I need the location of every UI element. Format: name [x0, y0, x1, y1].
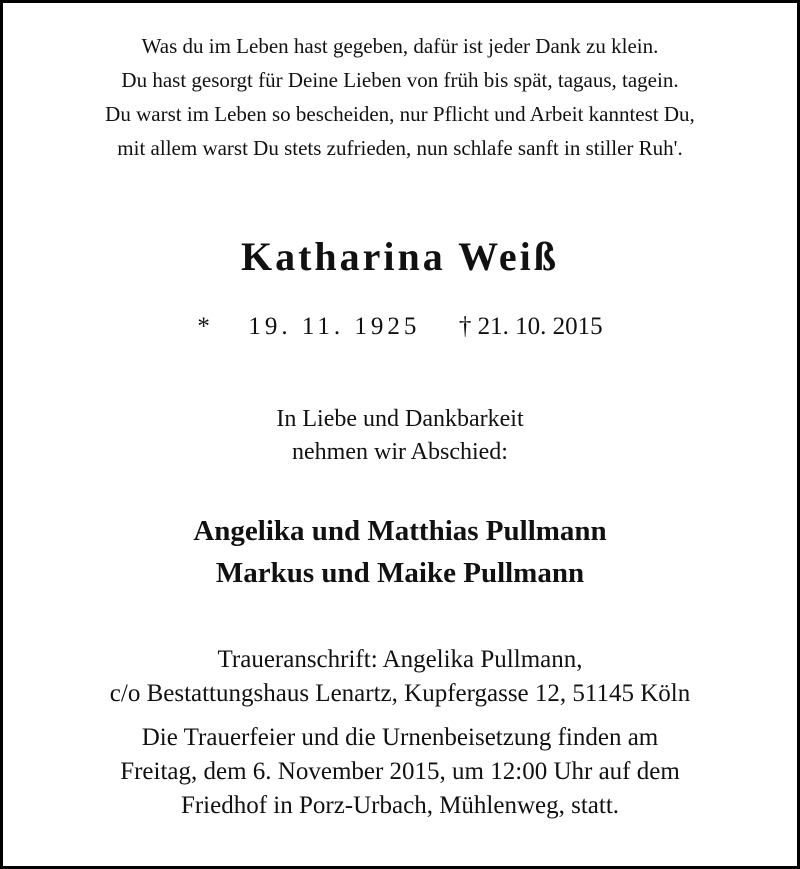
birth-symbol: *	[197, 313, 210, 340]
death-date: 21. 10. 2015	[477, 313, 603, 340]
deceased-name: Katharina Weiß	[241, 234, 559, 279]
mourner-line-1: Angelika und Matthias Pullmann	[193, 515, 607, 547]
birth-date: 19. 11. 1925	[248, 313, 421, 340]
death-symbol: †	[458, 313, 472, 340]
ceremony-line-2: Freitag, dem 6. November 2015, um 12:00 Uhr auf dem	[120, 758, 680, 785]
life-dates	[3, 313, 797, 341]
mourner-line-2: Markus und Maike Pullmann	[215, 557, 585, 589]
poem-line-3: Du warst im Leben so bescheiden, nur Pflicht und Arbeit kanntest Du,	[105, 102, 695, 126]
address-line-1: Traueranschrift: Angelika Pullmann,	[217, 646, 583, 673]
poem-line-1: Was du im Leben hast gegeben, dafür ist jeder Dank zu klein.	[141, 34, 659, 58]
intro-line-1: In Liebe und Dankbarkeit	[276, 406, 524, 432]
ceremony-line-3: Friedhof in Porz-Urbach, Mühlenweg, statt.	[180, 792, 620, 819]
poem-line-4: mit allem warst Du stets zufrieden, nun schlafe sanft in stiller Ruh'.	[117, 136, 683, 160]
poem-line-2: Du hast gesorgt für Deine Lieben von früh bis spät, tagaus, tagein.	[121, 68, 679, 92]
intro-line-2: nehmen wir Abschied:	[292, 439, 508, 465]
address-line-2: c/o Bestattungshaus Lenartz, Kupfergasse 12, 51145 Köln	[109, 680, 691, 707]
ceremony-line-1: Die Trauerfeier und die Urnenbeisetzung finden am	[141, 724, 659, 751]
